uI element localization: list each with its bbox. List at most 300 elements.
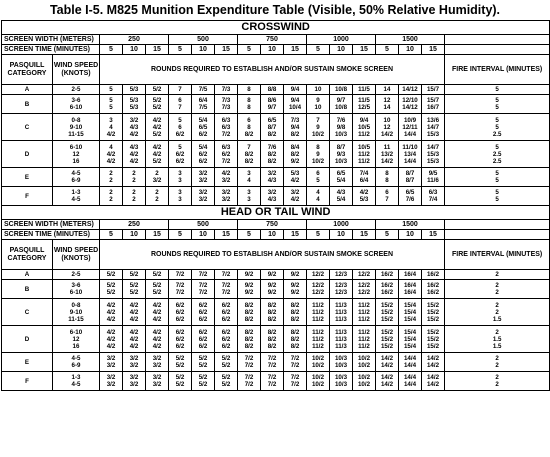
rounds-value: 5/2 — [221, 374, 231, 381]
rounds-value: 4/3 — [336, 189, 346, 196]
rounds-value: 4/2 — [129, 130, 139, 138]
rounds-value: 4/2 — [152, 335, 162, 343]
screen-time-label: SCREEN TIME (MINUTES) — [2, 230, 100, 240]
column-header-row — [2, 55, 550, 85]
rounds-value: 3/2 — [129, 362, 139, 369]
rounds-value: 6/2 — [198, 130, 208, 138]
rounds-value: 6/2 — [198, 315, 208, 323]
pasquill-category-cell: F — [2, 372, 53, 391]
rounds-cell — [238, 280, 261, 299]
rounds-value: 8/2 — [244, 315, 254, 323]
rounds-value: 15/4 — [403, 301, 417, 309]
screen-time-value: 5 — [307, 45, 330, 55]
rounds-cell — [192, 299, 215, 326]
rounds-value: 7/6 — [405, 196, 415, 203]
table-row — [2, 299, 550, 326]
rounds-value: 13/6 — [426, 116, 440, 124]
wind-speed-value: 0-8 — [71, 301, 81, 309]
rounds-value: 14/2 — [380, 381, 394, 388]
fire-interval-value: 5 — [495, 189, 499, 196]
screen-width-value: 500 — [169, 35, 238, 45]
fire-interval-value: 2 — [495, 381, 499, 388]
rounds-cell — [100, 353, 123, 372]
rounds-value: 9/4 — [290, 86, 300, 93]
rounds-value: 3/2 — [129, 116, 139, 124]
screen-time-row — [2, 230, 550, 240]
wind-speed-value: 4-5 — [71, 170, 81, 177]
rounds-cell — [100, 114, 123, 141]
rounds-value: 5/3 — [290, 170, 300, 177]
rounds-cell — [284, 187, 307, 206]
fire-interval-value: 5 — [495, 170, 499, 177]
wind-speed-value: 4-5 — [71, 355, 81, 362]
fire-interval-value: 2 — [495, 289, 499, 296]
rounds-cell — [284, 85, 307, 95]
rounds-value: 9 — [316, 123, 320, 131]
rounds-value: 3/2 — [198, 170, 208, 177]
rounds-cell — [376, 372, 399, 391]
rounds-value: 6 — [178, 123, 182, 131]
rounds-value: 9/2 — [290, 289, 300, 296]
rounds-value: 6 — [385, 189, 389, 196]
rounds-cell — [238, 326, 261, 353]
rounds-value: 8/2 — [290, 150, 300, 158]
rounds-value: 5/2 — [152, 271, 162, 278]
rounds-value: 15/3 — [426, 130, 440, 138]
rounds-cell — [330, 141, 353, 168]
rounds-value: 8/2 — [244, 130, 254, 138]
rounds-cell — [261, 326, 284, 353]
rounds-cell — [261, 187, 284, 206]
rounds-value: 6/5 — [267, 116, 277, 124]
rounds-value: 5 — [178, 116, 182, 124]
table-row — [2, 95, 550, 114]
rounds-value: 5/2 — [129, 289, 139, 296]
rounds-value: 7/2 — [175, 289, 185, 296]
rounds-value: 11/2 — [358, 157, 370, 165]
rounds-cell — [146, 270, 169, 280]
rounds-value: 4/2 — [152, 315, 162, 323]
rounds-value: 4/2 — [129, 342, 139, 350]
screen-width-value: 250 — [100, 35, 169, 45]
fire-interval-cell — [445, 168, 550, 187]
rounds-cell — [123, 95, 146, 114]
rounds-value: 12/3 — [334, 271, 348, 278]
section-title: HEAD OR TAIL WIND — [2, 206, 550, 220]
rounds-cell — [123, 353, 146, 372]
rounds-value: 10/3 — [334, 157, 348, 165]
rounds-cell — [261, 270, 284, 280]
rounds-cell — [169, 372, 192, 391]
rounds-cell — [215, 270, 238, 280]
rounds-value: 6/2 — [175, 150, 185, 158]
screen-time-value: 10 — [192, 230, 215, 240]
fire-interval-header: FIRE INTERVAL (MINUTES) — [445, 55, 550, 85]
blank-cell — [445, 35, 550, 45]
rounds-value: 14/4 — [403, 374, 417, 381]
rounds-cell — [238, 141, 261, 168]
screen-time-value: 10 — [123, 230, 146, 240]
rounds-value: 16/2 — [380, 282, 394, 289]
rounds-value: 7/2 — [244, 381, 254, 388]
rounds-value: 5/2 — [106, 282, 116, 289]
fire-interval-value: 5 — [495, 97, 499, 104]
rounds-cell — [399, 187, 422, 206]
rounds-value: 10/2 — [311, 157, 325, 165]
rounds-value: 6 — [316, 170, 320, 177]
rounds-value: 7/2 — [267, 381, 277, 388]
rounds-value: 5/2 — [152, 104, 162, 111]
rounds-value: 12 — [383, 123, 391, 131]
rounds-value: 7/2 — [244, 362, 254, 369]
table-row — [2, 280, 550, 299]
rounds-cell — [399, 280, 422, 299]
rounds-value: 15/3 — [426, 157, 440, 165]
rounds-value: 7/2 — [244, 374, 254, 381]
rounds-cell — [422, 280, 445, 299]
rounds-value: 5/2 — [129, 271, 139, 278]
rounds-cell — [100, 95, 123, 114]
rounds-cell — [307, 372, 330, 391]
rounds-cell — [192, 141, 215, 168]
rounds-value: 5/2 — [221, 355, 231, 362]
rounds-value: 12/2 — [311, 282, 325, 289]
screen-time-value: 10 — [261, 45, 284, 55]
rounds-value: 12/5 — [357, 104, 371, 111]
rounds-value: 15/4 — [403, 315, 417, 323]
rounds-value: 3/2 — [152, 177, 162, 184]
pasquill-category-cell: E — [2, 353, 53, 372]
rounds-value: 6/2 — [175, 157, 185, 165]
rounds-cell — [238, 168, 261, 187]
rounds-cell — [123, 270, 146, 280]
rounds-value: 9/2 — [244, 289, 254, 296]
rounds-cell — [146, 168, 169, 187]
rounds-value: 10 — [383, 116, 391, 124]
rounds-value: 4/2 — [106, 308, 116, 316]
rounds-cell — [284, 168, 307, 187]
rounds-cell — [123, 187, 146, 206]
fire-interval-value: 2 — [495, 362, 499, 369]
rounds-value: 5 — [109, 97, 113, 104]
wind-speed-value: 2-5 — [71, 86, 81, 93]
fire-interval-value: 1.5 — [492, 342, 502, 350]
rounds-value: 10/3 — [334, 130, 348, 138]
rounds-value: 11/2 — [358, 150, 370, 158]
rounds-value: 6/2 — [198, 301, 208, 309]
rounds-cell — [169, 187, 192, 206]
rounds-value: 14/2 — [380, 362, 394, 369]
rounds-cell — [169, 114, 192, 141]
rounds-value: 7/2 — [267, 355, 277, 362]
rounds-value: 11/2 — [358, 335, 370, 343]
rounds-value: 5/2 — [198, 355, 208, 362]
rounds-cell — [330, 85, 353, 95]
rounds-required-header: ROUNDS REQUIRED TO ESTABLISH AND/OR SUSTAIN SMOKE SCREEN — [100, 240, 445, 270]
rounds-cell — [169, 326, 192, 353]
rounds-value: 6/2 — [198, 308, 208, 316]
screen-width-value: 1000 — [307, 35, 376, 45]
table-row — [2, 85, 550, 95]
fire-interval-cell — [445, 326, 550, 353]
rounds-cell — [261, 168, 284, 187]
rounds-value: 15/4 — [403, 328, 417, 336]
rounds-value: 14 — [383, 104, 391, 111]
rounds-value: 4/3 — [129, 123, 139, 131]
fire-interval-value: 2.5 — [492, 157, 502, 165]
rounds-value: 14 — [383, 86, 391, 93]
rounds-value: 14/7 — [426, 123, 440, 131]
rounds-value: 10 — [314, 86, 322, 93]
rounds-value: 3 — [109, 116, 113, 124]
rounds-cell — [307, 168, 330, 187]
rounds-cell — [215, 299, 238, 326]
rounds-value: 4/2 — [106, 301, 116, 309]
rounds-value: 14/4 — [403, 157, 417, 165]
rounds-value: 2 — [132, 170, 136, 177]
rounds-value: 8/2 — [290, 335, 300, 343]
fire-interval-cell — [445, 353, 550, 372]
rounds-cell — [307, 270, 330, 280]
rounds-value: 4 — [316, 189, 320, 196]
rounds-value: 11/3 — [335, 328, 347, 336]
rounds-cell — [192, 326, 215, 353]
wind-speed-value: 6-10 — [69, 104, 83, 111]
rounds-cell — [399, 326, 422, 353]
table-row — [2, 372, 550, 391]
screen-time-value: 10 — [192, 45, 215, 55]
rounds-cell — [169, 299, 192, 326]
rounds-value: 12 — [383, 97, 391, 104]
rounds-value: 4/2 — [152, 150, 162, 158]
rounds-value: 6/2 — [198, 335, 208, 343]
pasquill-category-header: PASQUILL CATEGORY — [2, 240, 53, 270]
rounds-cell — [399, 168, 422, 187]
rounds-value: 4/2 — [129, 308, 139, 316]
screen-time-value: 15 — [422, 230, 445, 240]
rounds-value: 8/2 — [244, 157, 254, 165]
rounds-cell — [422, 95, 445, 114]
rounds-value: 5/2 — [221, 362, 231, 369]
rounds-value: 12/2 — [311, 289, 325, 296]
fire-interval-value: 5 — [495, 86, 499, 93]
rounds-value: 16/2 — [426, 271, 440, 278]
wind-speed-cell — [53, 141, 100, 168]
rounds-value: 15/2 — [426, 301, 440, 309]
rounds-value: 7/5 — [198, 104, 208, 111]
wind-speed-value: 16 — [72, 342, 80, 350]
rounds-value: 10/2 — [311, 362, 325, 369]
rounds-value: 6/3 — [428, 189, 438, 196]
rounds-cell — [215, 280, 238, 299]
rounds-value: 2 — [109, 177, 113, 184]
rounds-value: 7/2 — [244, 355, 254, 362]
rounds-value: 11 — [383, 143, 391, 151]
rounds-value: 3/2 — [129, 381, 139, 388]
rounds-value: 10/2 — [311, 381, 325, 388]
rounds-value: 2 — [109, 189, 113, 196]
wind-speed-cell — [53, 187, 100, 206]
rounds-value: 10/2 — [311, 130, 325, 138]
rounds-cell — [100, 168, 123, 187]
rounds-value: 15/2 — [380, 342, 394, 350]
rounds-value: 14/2 — [426, 362, 440, 369]
rounds-cell — [169, 85, 192, 95]
screen-time-value: 15 — [284, 45, 307, 55]
rounds-value: 7/2 — [221, 157, 231, 165]
rounds-cell — [123, 372, 146, 391]
rounds-value: 8/2 — [267, 308, 277, 316]
rounds-value: 4 — [316, 196, 320, 203]
rounds-value: 10/8 — [334, 104, 348, 111]
rounds-cell — [330, 353, 353, 372]
rounds-cell — [238, 299, 261, 326]
screen-width-value: 750 — [238, 220, 307, 230]
rounds-cell — [238, 353, 261, 372]
rounds-cell — [100, 270, 123, 280]
rounds-value: 7/2 — [290, 355, 300, 362]
screen-time-value: 15 — [353, 230, 376, 240]
rounds-value: 6 — [178, 97, 182, 104]
rounds-value: 6/2 — [221, 328, 231, 336]
rounds-value: 6/2 — [198, 157, 208, 165]
rounds-value: 10/3 — [334, 374, 348, 381]
rounds-value: 3/2 — [152, 362, 162, 369]
rounds-value: 7 — [316, 116, 320, 124]
rounds-value: 14/2 — [380, 157, 394, 165]
rounds-value: 8/7 — [405, 170, 415, 177]
rounds-cell — [169, 168, 192, 187]
table-row — [2, 270, 550, 280]
rounds-value: 8/2 — [267, 328, 277, 336]
rounds-value: 8/2 — [267, 130, 277, 138]
rounds-value: 4/2 — [106, 130, 116, 138]
rounds-cell — [192, 114, 215, 141]
rounds-value: 9/7 — [267, 104, 277, 111]
rounds-cell — [192, 187, 215, 206]
rounds-value: 2 — [109, 196, 113, 203]
rounds-value: 9/4 — [290, 97, 300, 104]
wind-speed-cell — [53, 353, 100, 372]
rounds-cell — [215, 85, 238, 95]
rounds-value: 11/2 — [358, 328, 370, 336]
rounds-value: 7/2 — [267, 362, 277, 369]
rounds-cell — [100, 372, 123, 391]
rounds-value: 8 — [385, 177, 389, 184]
rounds-cell — [238, 270, 261, 280]
rounds-value: 4 — [109, 123, 113, 131]
rounds-cell — [284, 280, 307, 299]
wind-speed-value: 9-10 — [69, 123, 83, 131]
rounds-value: 12/11 — [402, 123, 418, 131]
wind-speed-value: 9-10 — [69, 308, 83, 316]
rounds-cell — [399, 141, 422, 168]
screen-time-value: 10 — [330, 230, 353, 240]
wind-speed-header: WIND SPEED (KNOTS) — [53, 240, 100, 270]
rounds-cell — [422, 168, 445, 187]
rounds-value: 6/4 — [359, 177, 369, 184]
rounds-cell — [215, 326, 238, 353]
rounds-value: 8/2 — [290, 130, 300, 138]
screen-time-value: 15 — [284, 230, 307, 240]
table-row — [2, 353, 550, 372]
rounds-value: 7/2 — [290, 381, 300, 388]
rounds-cell — [330, 372, 353, 391]
fire-interval-value: 2 — [495, 271, 499, 278]
rounds-value: 3/2 — [198, 189, 208, 196]
rounds-cell — [353, 299, 376, 326]
rounds-cell — [330, 168, 353, 187]
rounds-value: 9/4 — [359, 116, 369, 124]
rounds-value: 6/2 — [175, 315, 185, 323]
rounds-cell — [284, 353, 307, 372]
rounds-value: 8 — [247, 97, 251, 104]
rounds-value: 5 — [109, 104, 113, 111]
section-header-row — [2, 21, 550, 35]
screen-time-value: 5 — [100, 230, 123, 240]
rounds-value: 10/2 — [357, 362, 371, 369]
rounds-value: 4/3 — [267, 177, 277, 184]
rounds-value: 3/2 — [106, 362, 116, 369]
rounds-cell — [353, 187, 376, 206]
wind-speed-value: 2-5 — [71, 271, 81, 278]
rounds-cell — [422, 187, 445, 206]
rounds-cell — [215, 372, 238, 391]
rounds-cell — [261, 85, 284, 95]
wind-speed-cell — [53, 114, 100, 141]
rounds-value: 5/2 — [175, 374, 185, 381]
rounds-cell — [238, 372, 261, 391]
rounds-cell — [353, 353, 376, 372]
rounds-value: 2 — [109, 170, 113, 177]
screen-time-value: 10 — [261, 230, 284, 240]
rounds-value: 6/3 — [221, 143, 231, 151]
rounds-value: 10/2 — [357, 355, 371, 362]
rounds-value: 2 — [155, 189, 159, 196]
rounds-cell — [123, 299, 146, 326]
rounds-value: 10/2 — [357, 374, 371, 381]
rounds-value: 15/4 — [403, 335, 417, 343]
wind-speed-cell — [53, 95, 100, 114]
fire-interval-value: 2.5 — [492, 130, 502, 138]
fire-interval-cell — [445, 270, 550, 280]
rounds-value: 6/5 — [405, 189, 415, 196]
rounds-cell — [261, 114, 284, 141]
rounds-cell — [146, 141, 169, 168]
rounds-value: 2 — [132, 177, 136, 184]
rounds-value: 3/2 — [106, 381, 116, 388]
rounds-cell — [422, 85, 445, 95]
rounds-cell — [169, 95, 192, 114]
rounds-value: 9/2 — [290, 271, 300, 278]
fire-interval-cell — [445, 85, 550, 95]
screen-width-value: 1500 — [376, 220, 445, 230]
rounds-value: 5/2 — [198, 362, 208, 369]
screen-time-value: 5 — [307, 230, 330, 240]
screen-time-value: 15 — [146, 230, 169, 240]
fire-interval-value: 2 — [495, 301, 499, 309]
screen-time-value: 15 — [215, 230, 238, 240]
rounds-cell — [399, 95, 422, 114]
pasquill-category-header: PASQUILL CATEGORY — [2, 55, 53, 85]
rounds-cell — [169, 280, 192, 299]
rounds-value: 6/2 — [221, 342, 231, 350]
pasquill-category-cell: A — [2, 85, 53, 95]
rounds-value: 16/4 — [403, 289, 417, 296]
rounds-value: 9/3 — [336, 150, 346, 158]
wind-speed-value: 11-15 — [68, 315, 84, 323]
rounds-cell — [376, 353, 399, 372]
